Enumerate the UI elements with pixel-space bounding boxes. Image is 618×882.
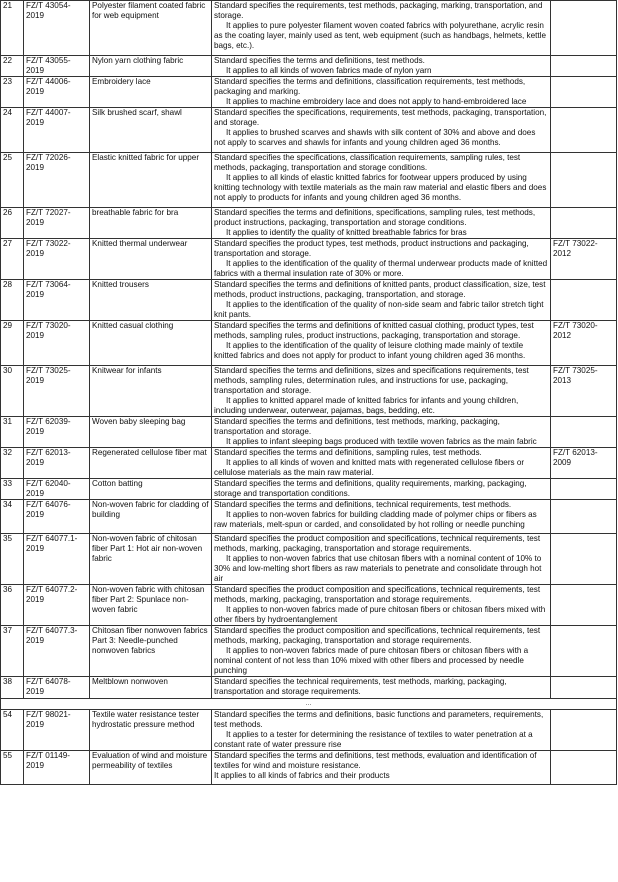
- standard-name: Embroidery lace: [90, 77, 212, 108]
- standard-code: FZ/T 73025-2019: [24, 366, 90, 417]
- table-row: [1, 280, 617, 321]
- standard-name: Meltblown nonwoven: [90, 677, 212, 699]
- replaced-standard: [551, 56, 617, 77]
- row-number: 23: [1, 77, 24, 108]
- standard-code: FZ/T 64077.1-2019: [24, 534, 90, 585]
- content-scope: Standard specifies the terms and definitions, technical requirements, test methods.: [214, 500, 512, 509]
- table-row: [1, 417, 617, 448]
- content-scope: Standard specifies the terms and definitions, sampling rules, test methods.: [214, 448, 482, 457]
- content-scope: Standard specifies the product types, test methods, product instructions and packaging, transportation and storage.: [214, 239, 529, 258]
- row-number: 26: [1, 208, 24, 239]
- standard-name: Polyester filament coated fabric for web equipment: [90, 1, 212, 56]
- table-row: [1, 321, 617, 366]
- standard-code: FZ/T 73020-2019: [24, 321, 90, 366]
- standard-name: Non-woven fabric for cladding of building: [90, 500, 212, 534]
- table-row: [1, 677, 617, 699]
- standard-code: FZ/T 01149-2019: [24, 751, 90, 785]
- standard-content: [212, 153, 551, 208]
- standard-code: FZ/T 98021-2019: [24, 710, 90, 751]
- content-application: It applies to knitted apparel made of knitted fabrics for infants and young children, including underwear, outerwear, pajamas, bags, bedding, etc.: [214, 396, 519, 415]
- standard-name: Elastic knitted fabric for upper: [90, 153, 212, 208]
- row-number: 22: [1, 56, 24, 77]
- standard-content: [212, 751, 551, 785]
- table-row: [1, 534, 617, 585]
- replaced-standard: [551, 479, 617, 500]
- standard-code: FZ/T 43054-2019: [24, 1, 90, 56]
- standard-code: FZ/T 62039-2019: [24, 417, 90, 448]
- replaced-standard: [551, 585, 617, 626]
- standard-content: [212, 108, 551, 153]
- content-scope: Standard specifies the terms and definitions, test methods.: [214, 56, 425, 65]
- standard-code: FZ/T 43055-2019: [24, 56, 90, 77]
- row-number: 33: [1, 479, 24, 500]
- row-number: 55: [1, 751, 24, 785]
- content-application: It applies to non-woven fabrics made of pure chitosan fibers or chitosan fibers with a nominal content of not less than 10% mixed with other fibers and processed by needle punching: [214, 646, 529, 675]
- replaced-standard: FZ/T 62013-2009: [551, 448, 617, 479]
- content-application: It applies to non-woven fabrics that use chitosan fibers with a nominal content of 10% to 30% and low-melting short fibers as raw materials to penetrate and consolidate through hot air: [214, 554, 542, 583]
- standard-name: Evaluation of wind and moisture permeability of textiles: [90, 751, 212, 785]
- row-number: 32: [1, 448, 24, 479]
- replaced-standard: [551, 108, 617, 153]
- content-scope: Standard specifies the specifications, requirements, test methods, packaging, transportation, and storage.: [214, 108, 547, 127]
- row-number: 30: [1, 366, 24, 417]
- content-application: It applies to all kinds of elastic knitted fabrics for footwear uppers produced by using knitting technology with textile materials as the main raw material and elastic fibers and does not apply to products for infants and young children aged 36 months.: [214, 173, 547, 202]
- standard-name: Nylon yarn clothing fabric: [90, 56, 212, 77]
- row-number: 27: [1, 239, 24, 280]
- replaced-standard: [551, 417, 617, 448]
- standard-content: [212, 479, 551, 500]
- standard-name: Chitosan fiber nonwoven fabrics Part 3: Needle-punched nonwoven fabrics: [90, 626, 212, 677]
- standard-code: FZ/T 73022-2019: [24, 239, 90, 280]
- table-row: [1, 153, 617, 208]
- content-application: It applies to non-woven fabrics made of pure chitosan fibers or chitosan fibers mixed with other fibers by hydroentanglement: [214, 605, 546, 624]
- content-scope: Standard specifies the terms and definitions of knitted pants, product classification, size, test methods, product instructions, packaging, transportation, and storage.: [214, 280, 546, 299]
- standard-name: Cotton batting: [90, 479, 212, 500]
- content-scope: Standard specifies the product composition and specifications, technical requirements, test methods, marking, packaging, transportation and storage requirements.: [214, 585, 541, 604]
- standard-content: [212, 677, 551, 699]
- table-row: [1, 585, 617, 626]
- table-row: [1, 626, 617, 677]
- replaced-standard: [551, 153, 617, 208]
- row-number: 38: [1, 677, 24, 699]
- content-application: It applies to all kinds of woven fabrics made of nylon yarn: [226, 66, 432, 75]
- content-scope: Standard specifies the terms and definitions, specifications, sampling rules, test methods, product instructions, packaging, transportation and storage conditions.: [214, 208, 536, 227]
- table-row: [1, 56, 617, 77]
- row-number: 29: [1, 321, 24, 366]
- standard-code: FZ/T 44006-2019: [24, 77, 90, 108]
- row-number: 21: [1, 1, 24, 56]
- content-application: It applies to all kinds of fabrics and their products: [214, 771, 390, 780]
- table-row: [1, 208, 617, 239]
- standard-name: breathable fabric for bra: [90, 208, 212, 239]
- standard-content: [212, 448, 551, 479]
- standard-name: Woven baby sleeping bag: [90, 417, 212, 448]
- table-row: [1, 710, 617, 751]
- row-number: 28: [1, 280, 24, 321]
- row-number: 35: [1, 534, 24, 585]
- ellipsis-cell: ...: [1, 699, 617, 710]
- content-scope: Standard specifies the technical requirements, test methods, marking, packaging, transportation and storage requirements.: [214, 677, 507, 696]
- standards-table-body: [1, 1, 617, 785]
- content-scope: Standard specifies the terms and definitions, classification requirements, test methods, packaging and marking.: [214, 77, 526, 96]
- standard-code: FZ/T 64077.2-2019: [24, 585, 90, 626]
- standard-content: [212, 239, 551, 280]
- standard-name: Knitted casual clothing: [90, 321, 212, 366]
- replaced-standard: [551, 534, 617, 585]
- standard-code: FZ/T 64078-2019: [24, 677, 90, 699]
- table-row: [1, 239, 617, 280]
- replaced-standard: FZ/T 73025-2013: [551, 366, 617, 417]
- content-scope: Standard specifies the terms and definitions, basic functions and parameters, requirements, test methods.: [214, 710, 544, 729]
- replaced-standard: [551, 208, 617, 239]
- replaced-standard: [551, 280, 617, 321]
- row-number: 31: [1, 417, 24, 448]
- standard-code: FZ/T 72026-2019: [24, 153, 90, 208]
- content-scope: Standard specifies the terms and definitions, sizes and specifications requirements, test methods, sampling rules, determination rules, and instructions for use, packaging, transportation and storage.: [214, 366, 529, 395]
- standard-content: [212, 77, 551, 108]
- standard-content: [212, 500, 551, 534]
- replaced-standard: [551, 1, 617, 56]
- standard-code: FZ/T 72027-2019: [24, 208, 90, 239]
- standard-code: FZ/T 73064-2019: [24, 280, 90, 321]
- row-number: 36: [1, 585, 24, 626]
- standard-content: [212, 710, 551, 751]
- replaced-standard: [551, 710, 617, 751]
- replaced-standard: [551, 751, 617, 785]
- content-scope: Standard specifies the specifications, classification requirements, sampling rules, test methods, packaging, transportation and storage conditions.: [214, 153, 521, 172]
- replaced-standard: [551, 500, 617, 534]
- content-scope: Standard specifies the product composition and specifications, technical requirements, test methods, marking, packaging, transportation and storage requirements.: [214, 534, 541, 553]
- standard-content: [212, 417, 551, 448]
- content-application: It applies to all kinds of woven and knitted mats with regenerated cellulose fibers or cellulose materials as the main raw material.: [214, 458, 525, 477]
- table-row: [1, 500, 617, 534]
- replaced-standard: [551, 677, 617, 699]
- standard-content: [212, 1, 551, 56]
- row-number: 37: [1, 626, 24, 677]
- content-application: It applies to non-woven fabrics for building cladding made of polymer chips or fibers as raw materials, melt-spun or carded, and consolidated by hot rolling or needle punching: [214, 510, 537, 529]
- standard-name: Regenerated cellulose fiber mat: [90, 448, 212, 479]
- content-application: It applies to brushed scarves and shawls with silk content of 30% and above and does not apply to scarves and shawls for infants and young children aged 36 months.: [214, 128, 536, 147]
- content-application: It applies to infant sleeping bags produced with textile woven fabrics as the main fabric: [226, 437, 537, 446]
- replaced-standard: FZ/T 73022-2012: [551, 239, 617, 280]
- standard-content: [212, 208, 551, 239]
- content-scope: Standard specifies the product composition and specifications, technical requirements, test methods, marking, packaging, transportation and storage requirements.: [214, 626, 541, 645]
- content-application: It applies to the identification of the quality of thermal underwear products made of knitted fabrics with a thermal insulation rate of 30% or more.: [214, 259, 548, 278]
- table-row: [1, 108, 617, 153]
- table-row: [1, 751, 617, 785]
- row-number: 24: [1, 108, 24, 153]
- standard-name: Silk brushed scarf, shawl: [90, 108, 212, 153]
- table-row: [1, 366, 617, 417]
- content-application: It applies to the identification of the quality of leisure clothing made mainly of textile knitted fabrics and does not apply for product to infant young children aged 36 months.: [214, 341, 526, 360]
- standard-name: Knitted trousers: [90, 280, 212, 321]
- content-application: It applies to machine embroidery lace and does not apply to hand-embroidered lace: [226, 97, 527, 106]
- standard-code: FZ/T 62040-2019: [24, 479, 90, 500]
- standard-code: FZ/T 64076-2019: [24, 500, 90, 534]
- standard-name: Textile water resistance tester hydrostatic pressure method: [90, 710, 212, 751]
- content-application: It applies to identify the quality of knitted breathable fabrics for bras: [226, 228, 467, 237]
- replaced-standard: [551, 77, 617, 108]
- omitted-rows-marker: [1, 699, 617, 710]
- standard-content: [212, 280, 551, 321]
- standard-code: FZ/T 62013-2019: [24, 448, 90, 479]
- row-number: 34: [1, 500, 24, 534]
- standard-code: FZ/T 64077.3-2019: [24, 626, 90, 677]
- content-application: It applies to pure polyester filament woven coated fabrics with polyurethane, acrylic resin as the coating layer, mainly used as tent, web equipment (such as handbags, helmets, kettle bags, etc.).: [214, 21, 546, 50]
- standard-code: FZ/T 44007-2019: [24, 108, 90, 153]
- content-application: It applies to the identification of the quality of non-side seam and fabric tailor stretch tight knit pants.: [214, 300, 544, 319]
- row-number: 54: [1, 710, 24, 751]
- table-row: [1, 479, 617, 500]
- content-scope: Standard specifies the terms and definitions, test methods, marking, packaging, transportation and storage.: [214, 417, 500, 436]
- standard-name: Non-woven fabric with chitosan fiber Part 2: Spunlace non-woven fabric: [90, 585, 212, 626]
- table-row: [1, 77, 617, 108]
- content-scope: Standard specifies the terms and definitions, quality requirements, marking, packaging, storage and transportation conditions.: [214, 479, 527, 498]
- table-row: [1, 1, 617, 56]
- standard-content: [212, 56, 551, 77]
- replaced-standard: FZ/T 73020-2012: [551, 321, 617, 366]
- content-scope: Standard specifies the terms and definitions, test methods, evaluation and identification of textiles for wind and moisture resistance.: [214, 751, 537, 770]
- standard-name: Knitted thermal underwear: [90, 239, 212, 280]
- table-row: [1, 448, 617, 479]
- standard-name: Knitwear for infants: [90, 366, 212, 417]
- standard-content: [212, 321, 551, 366]
- standard-content: [212, 585, 551, 626]
- standard-content: [212, 366, 551, 417]
- standard-content: [212, 626, 551, 677]
- row-number: 25: [1, 153, 24, 208]
- content-application: It applies to a tester for determining the resistance of textiles to water penetration at a constant rate of water pressure rise: [214, 730, 533, 749]
- replaced-standard: [551, 626, 617, 677]
- content-scope: Standard specifies the requirements, test methods, packaging, marking, transportation, and storage.: [214, 1, 543, 20]
- standard-content: [212, 534, 551, 585]
- standard-name: Non-woven fabric of chitosan fiber Part 1: Hot air non-woven fabric: [90, 534, 212, 585]
- content-scope: Standard specifies the terms and definitions of knitted casual clothing, product types, test methods, sampling rules, product instructions, packaging, transportation and storage.: [214, 321, 534, 340]
